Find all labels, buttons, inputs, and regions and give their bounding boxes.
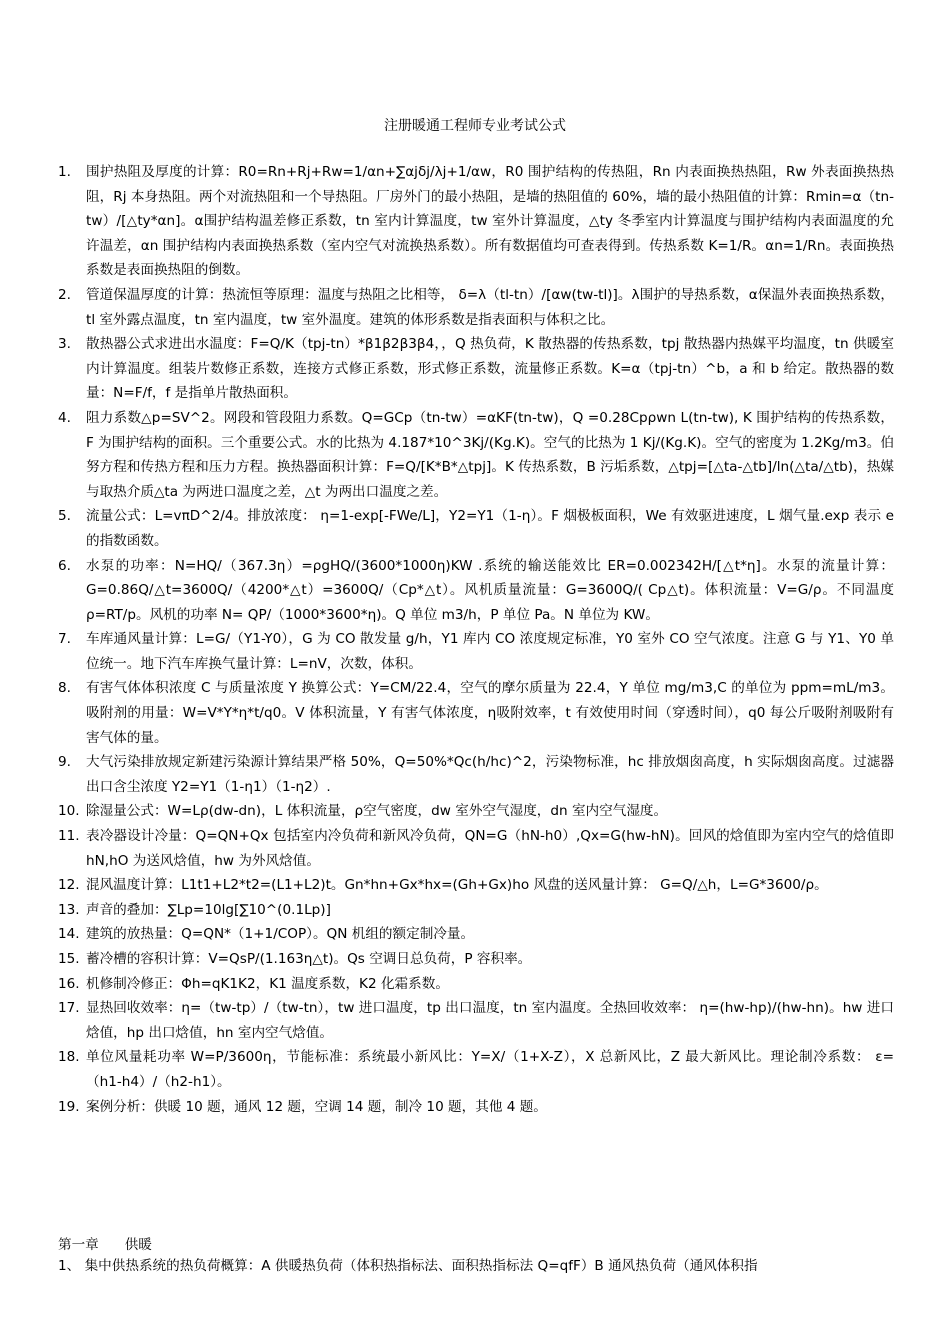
formula-item	[58, 627, 894, 676]
item-text: 散热器公式求进出水温度：F=Q/K（tpj-tn）*β1β2β3β4，，Q 热负荷，K 散热器的传热系数，tpj 散热器内热媒平均温度，tn 供暖室内计算温度。组装片数修正系数，连接方式修正系数，形式修正系数，流量修正系数。K=α（tpj-tn）^b，a 和 b 给定。散热器的数量：N=F/f，f 是指单片散热面积。	[86, 336, 894, 402]
item-number: 10.	[58, 803, 80, 820]
item-number: 15.	[58, 951, 80, 967]
item-number: 8.	[58, 680, 71, 697]
chapter-heading: 第一章 供暖	[58, 1237, 152, 1253]
item-number: 7.	[58, 631, 71, 648]
item-text: 有害气体体积浓度 C 与质量浓度 Y 换算公式：Y=CM/22.4，空气的摩尔质量为 22.4，Y 单位 mg/m3,C 的单位为 ppm=mL/m3。吸附剂的用量：W=V*Y*η*t/q0。V 体积流量，Y 有害气体浓度，η吸附效率，t 有效使用时间（穿透时间），q0 每公斤吸附剂吸附有害气体的量。	[86, 680, 894, 746]
item-number: 13.	[58, 901, 80, 918]
formula-item	[58, 972, 894, 997]
item-number: 4.	[58, 409, 71, 426]
item-text: 案例分析：供暖 10 题，通风 12 题，空调 14 题，制冷 10 题，其他 4 题。	[86, 1098, 547, 1115]
item-text: 流量公式：L=vπD^2/4。排放浓度： η=1-exp[-FWe/L]，Y2=Y1（1-η）。F 烟极板面积，We 有效驱进速度，L 烟气量.exp 表示 e 的指数函数。	[86, 508, 894, 549]
item-number: 5.	[58, 508, 71, 525]
item-text: 阻力系数△p=SV^2。网段和管段阻力系数。Q=GCp（tn-tw）=αKF(tn-tw)，Q =0.28Cpρwn L(tn-tw), K 围护结构的传热系数，F 为围护结构的面积。三个重要公式。水的比热为 4.187*10^3Kj/(Kg.K)。空气的比热为 1 Kj/(Kg.K)。空气的密度为 1.2Kg/m3。伯努方程和传热方程和压力方程。换热器面积计算：F=Q/[K*B*△tpj]。K 传热系数，B 污垢系数，△tpj=[△ta-△tb]/ln(△ta/△tb)，热媒与取热介质△ta 为两进口温度之差，△t 为两出口温度之差。	[86, 409, 894, 500]
item-text: 除湿量公式：W=Lρ(dw-dn)，L 体积流量，ρ空气密度，dw 室外空气湿度，dn 室内空气湿度。	[86, 803, 668, 820]
item-number: 6.	[58, 557, 71, 574]
formula-item	[58, 332, 894, 406]
item-text: 机修制冷修正：Φh=qK1K2，K1 温度系数，K2 化霜系数。	[86, 975, 449, 992]
item-text: 混风温度计算：L1t1+L2*t2=(L1+L2)t。Gn*hn+Gx*hx=(Gh+Gx)ho 风盘的送风量计算： G=Q/△h，L=G*3600/ρ。	[86, 877, 828, 894]
formula-item	[58, 996, 894, 1045]
item-number: 12.	[58, 877, 80, 894]
item-number: 2.	[58, 286, 71, 303]
formula-item	[58, 898, 894, 923]
document-title: 注册暖通工程师专业考试公式	[384, 118, 566, 134]
item-number: 3.	[58, 336, 71, 353]
item-number: 14.	[58, 926, 80, 943]
formula-item	[58, 1095, 894, 1120]
formula-item	[58, 504, 894, 553]
item-text: 建筑的放热量：Q=QN*（1+1/COP）。QN 机组的额定制冷量。	[86, 926, 475, 943]
item-text: 声音的叠加：∑Lp=10lg[∑10^(0.1Lp)]	[86, 901, 331, 918]
item-text: 单位风量耗功率 W=P/3600η，节能标准：系统最小新风比：Y=X/（1+X-Z），X 总新风比，Z 最大新风比。理论制冷系数： ε=（h1-h4）/（h2-h1）。	[86, 1049, 894, 1090]
item-number: 1.	[58, 164, 71, 180]
formula-item	[58, 824, 894, 873]
formula-item	[58, 676, 894, 750]
formula-item	[58, 799, 894, 824]
item-text: 大气污染排放规定新建污染源计算结果严格 50%，Q=50%*Qc(h/hc)^2，污染物标准，hc 排放烟囱高度，h 实际烟囱高度。过滤器出口含尘浓度 Y2=Y1（1-η1）（1-η2）.	[86, 754, 894, 795]
formula-item	[58, 750, 894, 799]
formula-item	[58, 160, 894, 283]
item-text: 车库通风量计算：L=G/（Y1-Y0），G 为 CO 散发量 g/h，Y1 库内 CO 浓度规定标准，Y0 室外 CO 空气浓度。注意 G 与 Y1、Y0 单位统一。地下汽车库换气量计算：L=nV，次数，体积。	[86, 631, 894, 672]
item-number: 9.	[58, 754, 71, 771]
item-text: 水泵的功率：N=HQ/（367.3η）=ρgHQ/(3600*1000η)KW .系统的输送能效比 ER=0.002342H/[△t*η]。水泵的流量计算：G=0.86Q/△t=3600Q/（4200*△t）=3600Q/（Cp*△t）。风机质量流量：G=3600Q/( Cp△t)。体积流量：V=G/ρ。不同温度ρ=RT/p。风机的功率 N= QP/（1000*3600*η)。Q 单位 m3/h，P 单位 Pa。N 单位为 KW。	[86, 557, 894, 623]
formula-item	[58, 947, 894, 972]
item-number: 16.	[58, 975, 80, 992]
item-number: 18.	[58, 1049, 80, 1066]
formula-item	[58, 406, 894, 504]
formula-list	[58, 160, 894, 1119]
item-number: 17.	[58, 1000, 80, 1017]
chapter-first-item: 1、 集中供热系统的热负荷概算：A 供暖热负荷（体积热指标法、面积热指标法 Q=qfF）B 通风热负荷（通风体积指	[58, 1258, 758, 1274]
item-number: 19.	[58, 1098, 80, 1115]
formula-item	[58, 922, 894, 947]
item-number: 11.	[58, 828, 80, 845]
item-text: 表冷器设计冷量：Q=QN+Qx 包括室内冷负荷和新风冷负荷，QN=G（hN-h0）,Qx=G(hw-hN)。回风的焓值即为室内空气的焓值即 hN,hO 为送风焓值，hw 为外风焓值。	[86, 828, 894, 869]
item-text: 围护热阻及厚度的计算：R0=Rn+Rj+Rw=1/αn+∑αjδj/λj+1/αw，R0 围护结构的传热阻，Rn 内表面换热热阻，Rw 外表面换热热阻，Rj 本身热阻。两个对流热阻和一个导热阻。厂房外门的最小热阻，是墙的热阻值的 60%，墙的最小热阻值的计算：Rmin=α（tn-tw）/[△ty*αn]。α围护结构温差修正系数，tn 室内计算温度，tw 室外计算温度，△ty 冬季室内计算温度与围护结构内表面温度的允许温差，αn 围护结构内表面换热系数（室内空气对流换热系数）。所有数据值均可查表得到。传热系数 K=1/R。αn=1/Rn。表面换热系数是表面换热阻的倒数。	[86, 164, 894, 279]
formula-item	[58, 873, 894, 898]
formula-item	[58, 283, 894, 332]
item-text: 蓄冷槽的容积计算：V=QsP/(1.163η△t)。Qs 空调日总负荷，P 容积率。	[86, 951, 532, 967]
formula-item	[58, 554, 894, 628]
item-text: 显热回收效率：η=（tw-tp）/（tw-tn），tw 进口温度，tp 出口温度，tn 室内温度。全热回收效率： η=(hw-hp)/(hw-hn)。hw 进口焓值，hp 出口焓值，hn 室内空气焓值。	[86, 1000, 894, 1041]
item-text: 管道保温厚度的计算：热流恒等原理：温度与热阻之比相等， δ=λ（tl-tn）/[αw(tw-tl)]。λ围护的导热系数，α保温外表面换热系数，tl 室外露点温度，tn 室内温度，tw 室外温度。建筑的体形系数是指表面积与体积之比。	[86, 286, 894, 328]
formula-item	[58, 1045, 894, 1094]
